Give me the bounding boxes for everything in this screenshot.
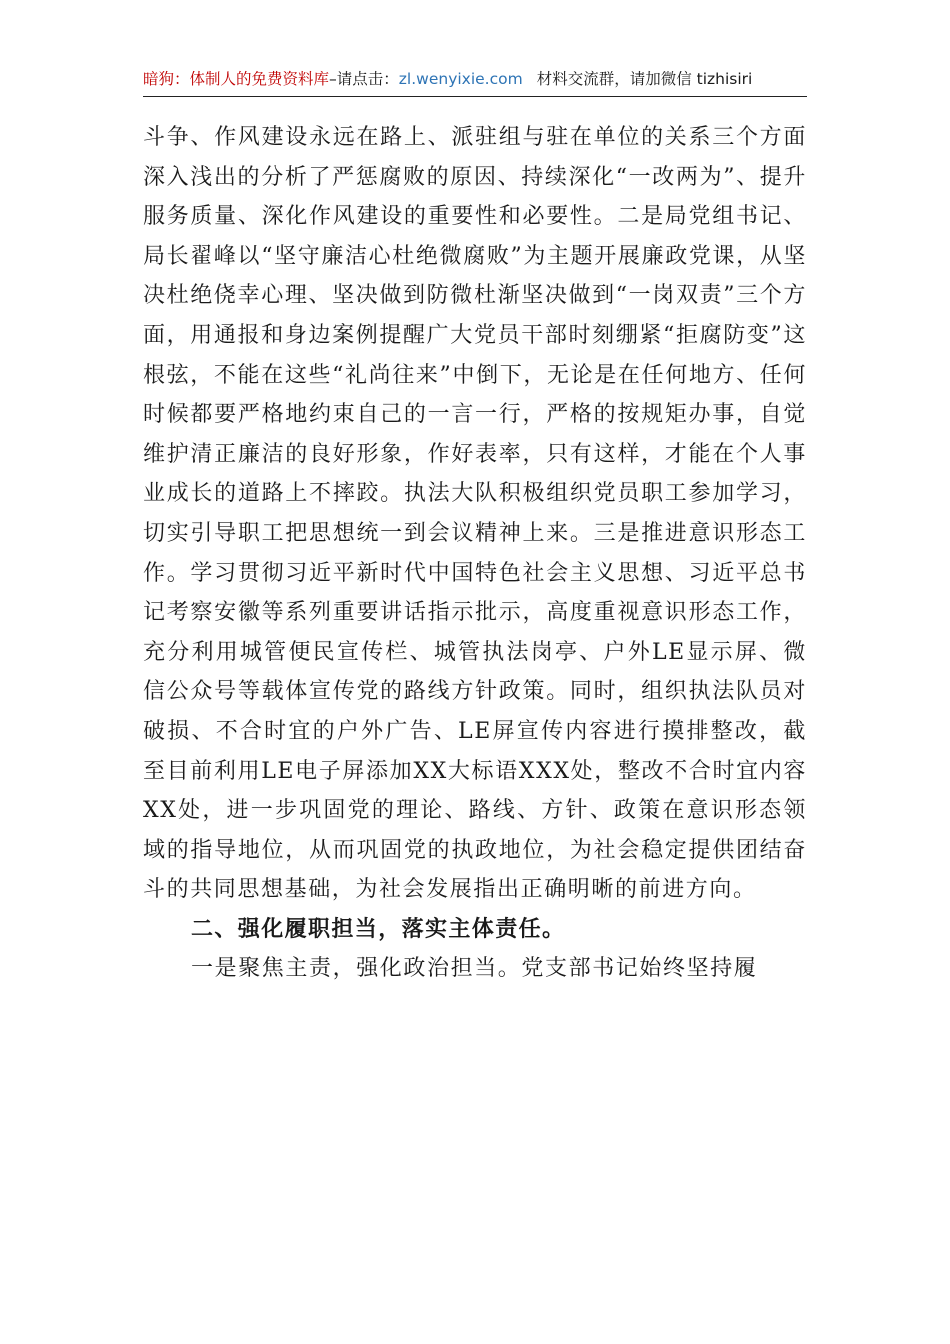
header-prompt: –请点击：: [329, 70, 399, 88]
section-heading: 二、强化履职担当，落实主体责任。: [191, 916, 566, 942]
document-body: [143, 118, 807, 989]
page-header: [143, 66, 807, 97]
header-contact: 材料交流群，请加微信 tizhisiri: [536, 70, 753, 88]
body-paragraph: 一是聚焦主责，强化政治担当。党支部书记始终坚持履: [191, 956, 758, 982]
header-link[interactable]: zl.wenyixie.com: [398, 70, 523, 88]
body-paragraph: 斗争、作风建设永远在路上、派驻组与驻在单位的关系三个方面深入浅出的分析了严惩腐败的原因、持续深化“一改两为”、提升服务质量、深化作风建设的重要性和必要性。二是局党组书记、局长翟峰以“坚守廉洁心杜绝微腐败”为主题开展廉政党课，从坚决杜绝侥幸心理、坚决做到防微杜渐坚决做到“一岗双责”三个方面，用通报和身边案例提醒广大党员干部时刻绷紧“拒腐防变”这根弦，不能在这些“礼尚往来”中倒下，无论是在任何地方、任何时候都要严格地约束自己的一言一行，严格的按规矩办事，自觉维护清正廉洁的良好形象，作好表率，只有这样，才能在个人事业成长的道路上不摔跤。执法大队积极组织党员职工参加学习，切实引导职工把思想统一到会议精神上来。三是推进意识形态工作。学习贯彻习近平新时代中国特色社会主义思想、习近平总书记考察安徽等系列重要讲话指示批示，高度重视意识形态工作，充分利用城管便民宣传栏、城管执法岗亭、户外LE显示屏、微信公众号等载体宣传党的路线方针政策。同时，组织执法队员对破损、不合时宜的户外广告、LE屏宣传内容进行摸排整改，截至目前利用LE电子屏添加XX大标语XXX处，整改不合时宜内容XX处，进一步巩固党的理论、路线、方针、政策在意识形态领域的指导地位，从而巩固党的执政地位，为社会稳定提供团结奋斗的共同思想基础，为社会发展指出正确明晰的前进方向。: [143, 125, 807, 903]
header-brand: 暗狗：体制人的免费资料库: [143, 70, 330, 88]
